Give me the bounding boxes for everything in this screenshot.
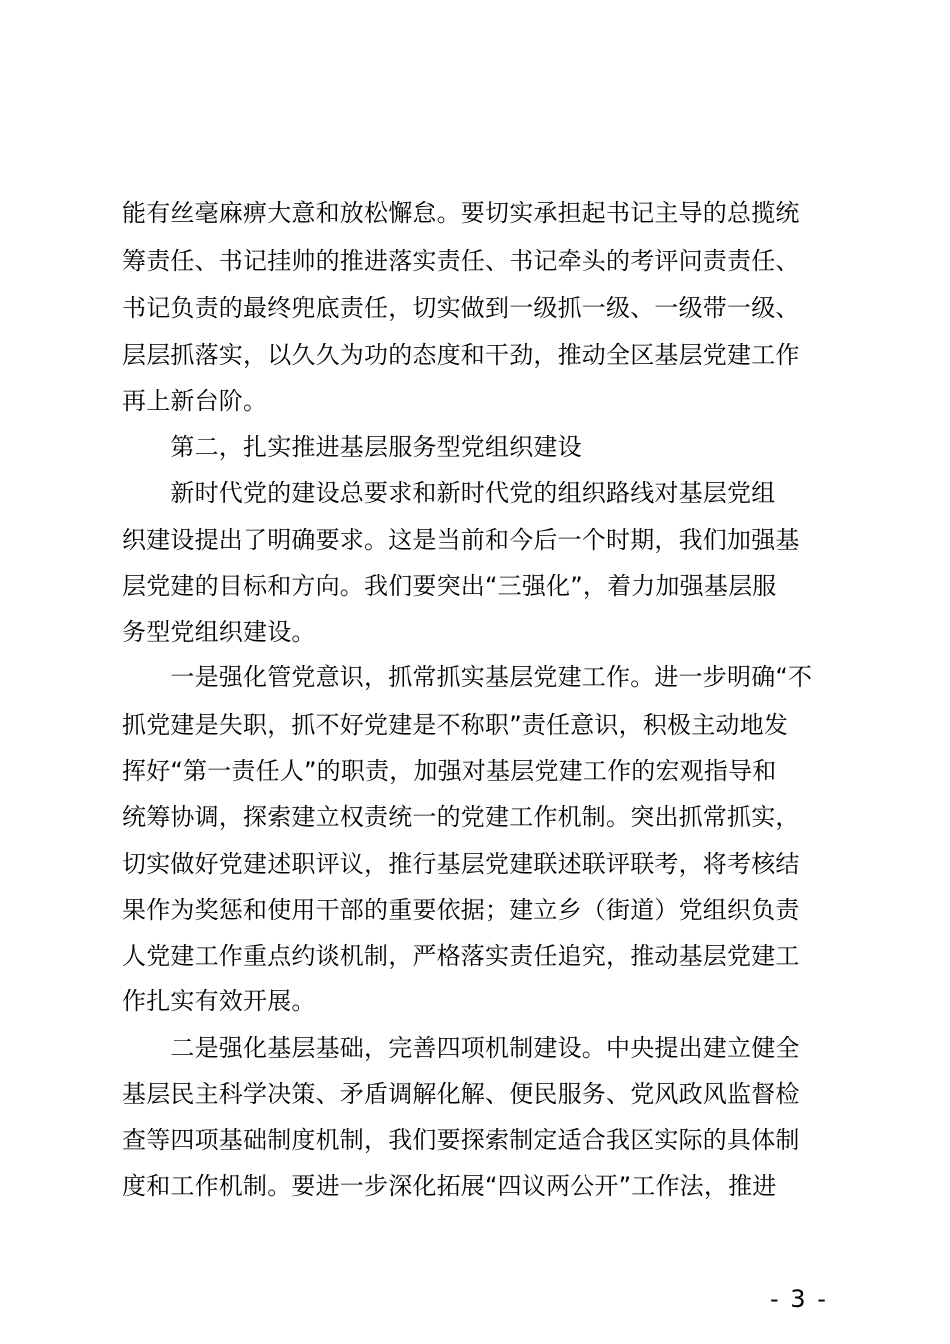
body-text-line: 层党建的目标和方向。我们要突出“三强化”，着力加强基层服 <box>122 572 777 600</box>
body-text-line: 务型党组织建设。 <box>122 618 316 646</box>
body-text-line: 挥好“第一责任人”的职责，加强对基层党建工作的宏观指导和 <box>122 757 777 785</box>
body-text-line: 能有丝毫麻痹大意和放松懈怠。要切实承担起书记主导的总揽统 <box>122 199 800 227</box>
body-text-line: 书记负责的最终兜底责任，切实做到一级抓一级、一级带一级、 <box>122 294 800 322</box>
body-text-line: 查等四项基础制度机制，我们要探索制定适合我区实际的具体制 <box>122 1126 800 1154</box>
body-text-line: 切实做好党建述职评议，推行基层党建联述联评联考，将考核结 <box>122 850 800 878</box>
body-text-line: 层层抓落实，以久久为功的态度和干劲，推动全区基层党建工作 <box>122 341 800 369</box>
body-text-line: 作扎实有效开展。 <box>122 987 316 1015</box>
page-number: - 3 - <box>770 1285 828 1313</box>
section-heading: 第二，扎实推进基层服务型党组织建设 <box>122 433 582 461</box>
body-text-line: 统筹协调，探索建立权责统一的党建工作机制。突出抓常抓实， <box>122 803 800 831</box>
body-text-line: 二是强化基层基础，完善四项机制建设。中央提出建立健全 <box>122 1034 800 1062</box>
body-text-line: 果作为奖惩和使用干部的重要依据；建立乡（街道）党组织负责 <box>122 896 800 924</box>
body-text-line: 新时代党的建设总要求和新时代党的组织路线对基层党组 <box>122 479 776 507</box>
body-text-line: 筹责任、书记挂帅的推进落实责任、书记牵头的考评问责责任、 <box>122 247 800 275</box>
body-text-line: 度和工作机制。要进一步深化拓展“四议两公开”工作法，推进 <box>122 1172 777 1200</box>
body-text-line: 人党建工作重点约谈机制，严格落实责任追究，推动基层党建工 <box>122 942 800 970</box>
body-text-line: 抓党建是失职，抓不好党建是不称职”责任意识，积极主动地发 <box>122 711 789 739</box>
body-text-line: 一是强化管党意识，抓常抓实基层党建工作。进一步明确“不 <box>122 663 813 691</box>
body-text-line: 再上新台阶。 <box>122 387 268 415</box>
body-text-line: 基层民主科学决策、矛盾调解化解、便民服务、党风政风监督检 <box>122 1080 800 1108</box>
body-text-line: 织建设提出了明确要求。这是当前和今后一个时期，我们加强基 <box>122 526 800 554</box>
